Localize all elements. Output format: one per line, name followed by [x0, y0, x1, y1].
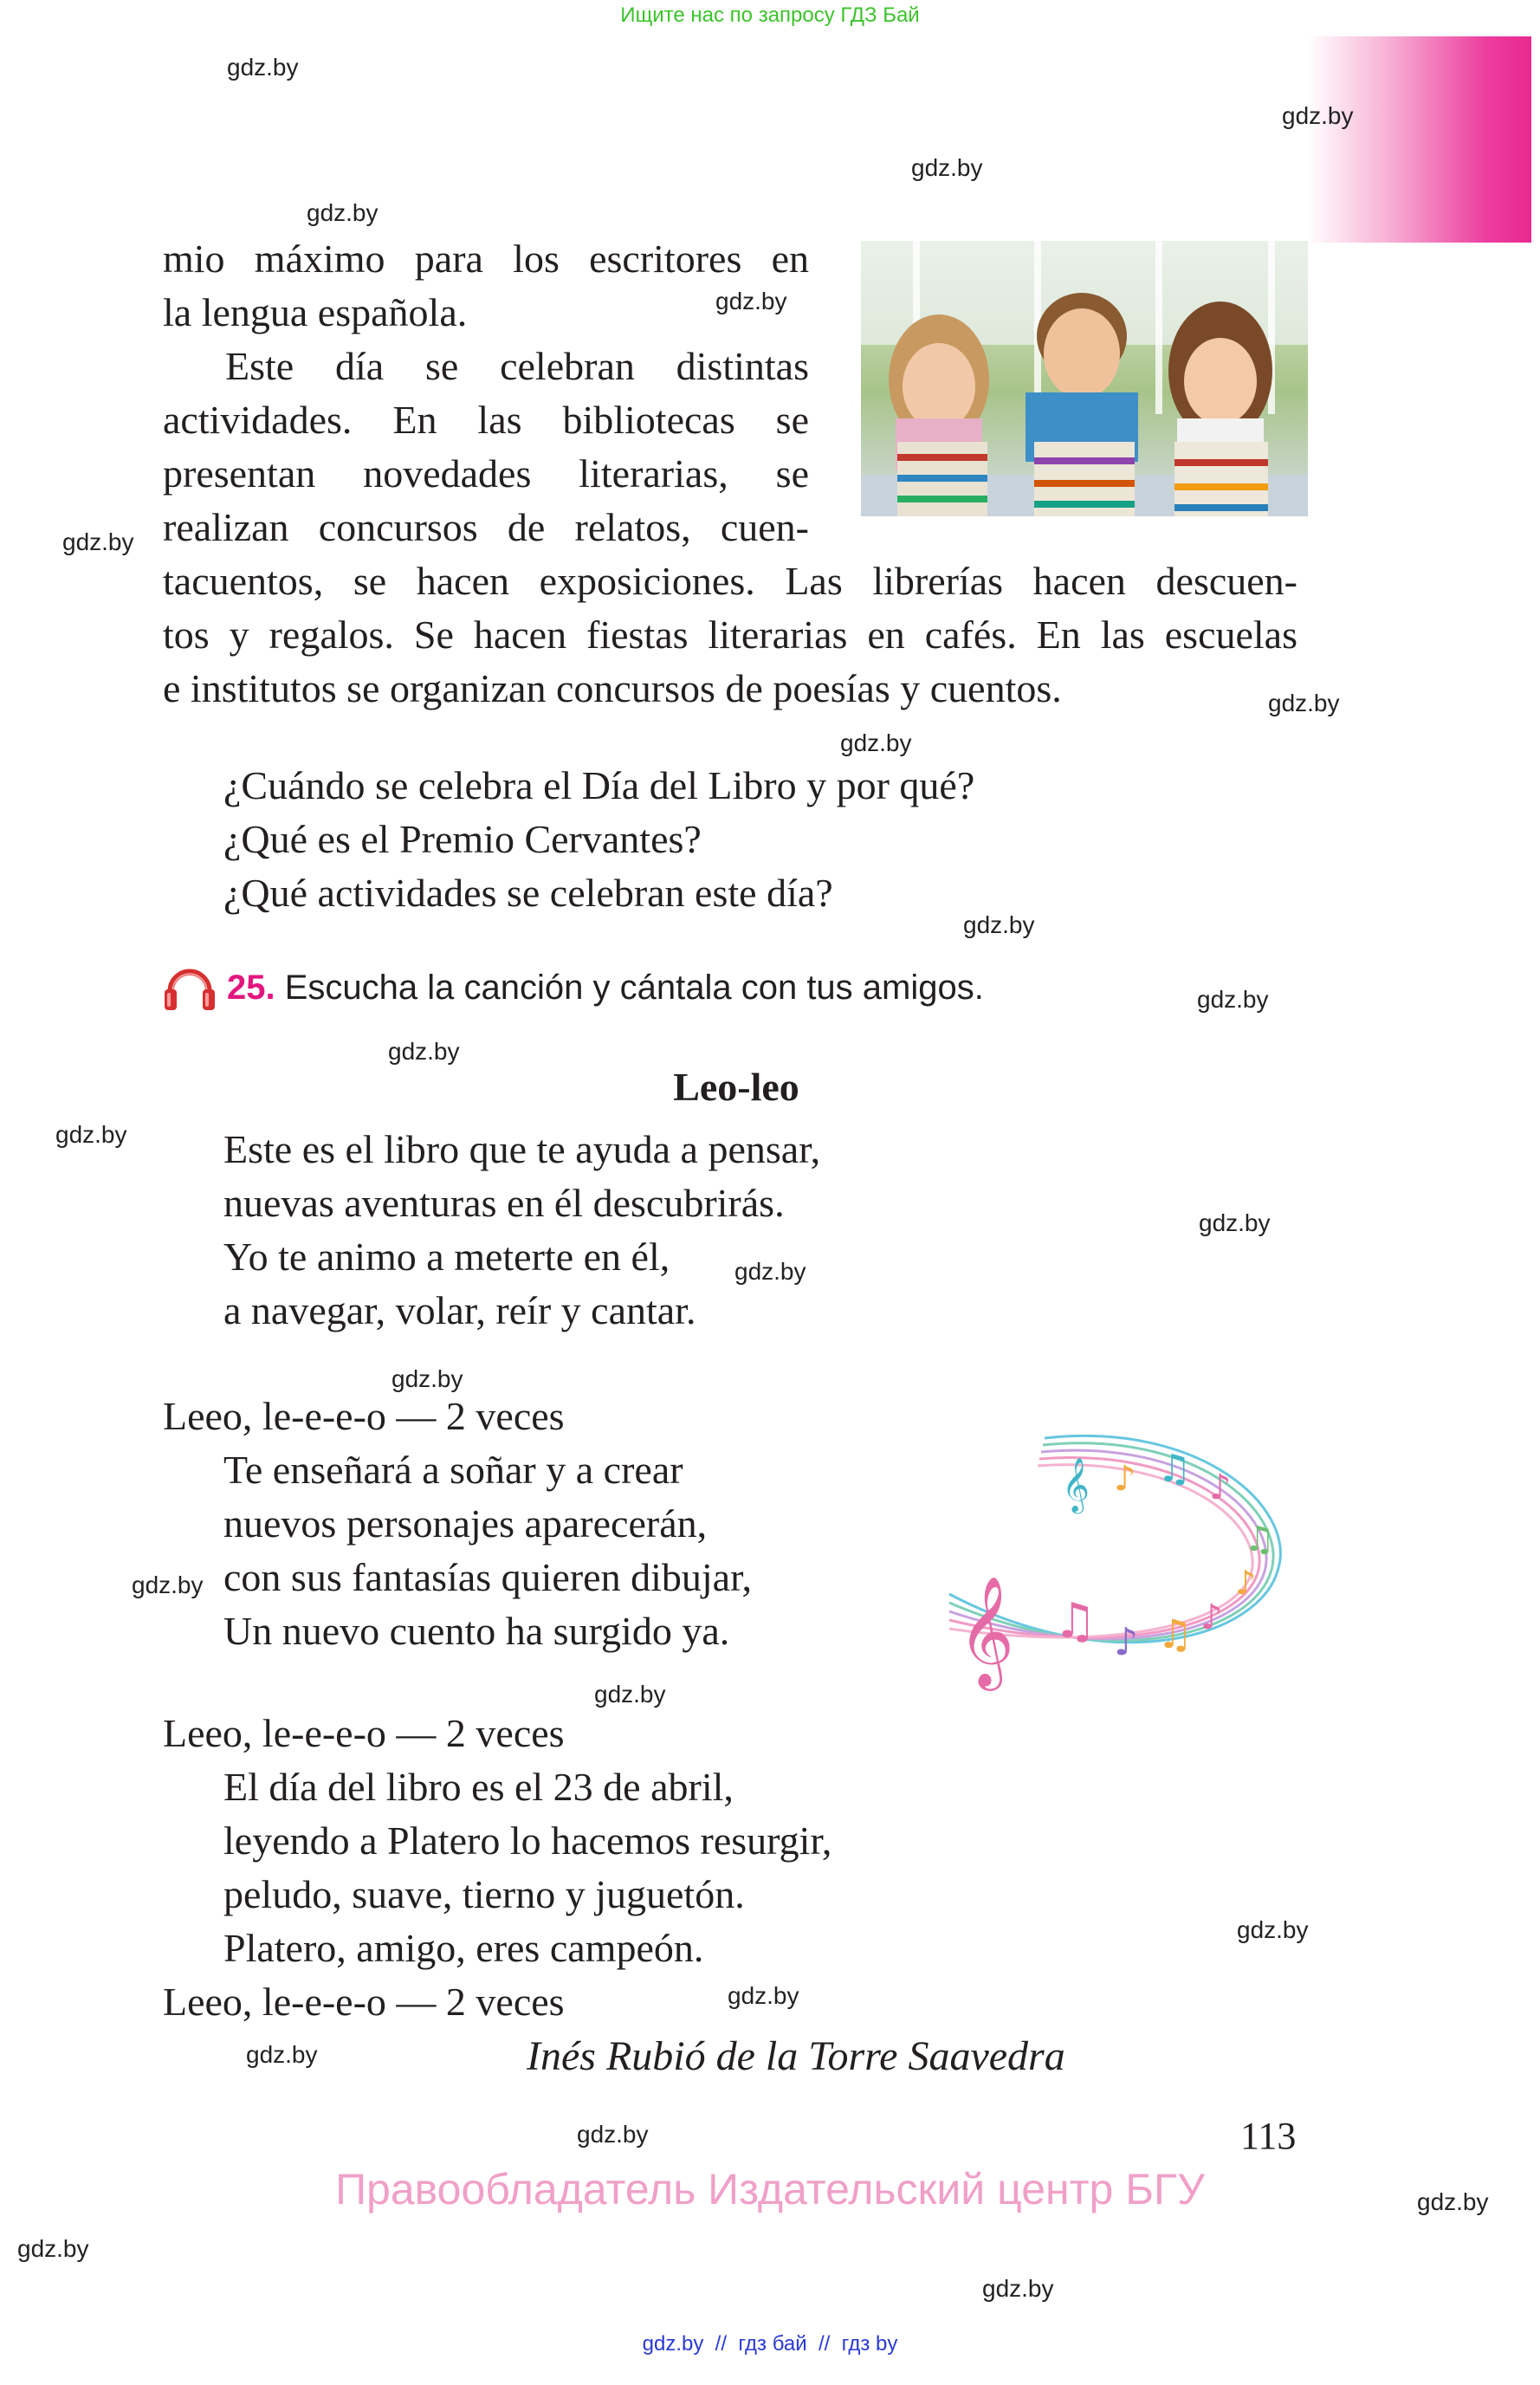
svg-text:♪: ♪: [1235, 1564, 1257, 1602]
watermark: gdz.by: [388, 1038, 460, 1065]
watermark: gdz.by: [840, 729, 912, 756]
paragraph-line: e institutos se organizan concursos de poesías y cuentos.: [163, 666, 1062, 710]
song-title: Leo-leo: [673, 1065, 799, 1109]
svg-text:♫: ♫: [1157, 1611, 1194, 1657]
exercise-instruction: [227, 969, 984, 1008]
question: ¿Qué es el Premio Cervantes?: [223, 817, 702, 861]
refrain: Leeo, le-e-e-o — 2 veces: [163, 1394, 565, 1438]
watermark: gdz.by: [132, 1572, 204, 1598]
verse-line: Este es el libro que te ayuda a pensar,: [223, 1127, 821, 1171]
watermark: gdz.by: [246, 2041, 318, 2068]
verse-line: nuevos personajes aparecerán,: [223, 1501, 708, 1546]
watermark: gdz.by: [1417, 2188, 1489, 2215]
refrain: Leeo, le-e-e-o — 2 veces: [163, 1980, 565, 2024]
verse-line: a navegar, volar, reír y cantar.: [223, 1288, 696, 1332]
verse-line: Un nuevo cuento ha surgido ya.: [223, 1609, 730, 1653]
paragraph-line: mio máximo para los escritores en: [163, 237, 809, 281]
top-banner: Ищите нас по запросу ГДЗ Бай: [620, 3, 920, 27]
paragraph-line: presentan novedades literarias, se: [163, 451, 809, 496]
svg-text:♫: ♫: [1244, 1520, 1275, 1559]
svg-text:𝄞: 𝄞: [958, 1575, 1015, 1686]
svg-text:♫: ♫: [1053, 1593, 1097, 1649]
svg-text:♫: ♫: [1157, 1447, 1192, 1491]
watermark: gdz.by: [734, 1258, 806, 1285]
watermark: gdz.by: [594, 1681, 666, 1708]
copyright-holder: Правообладатель Издательский центр БГУ: [335, 2165, 1205, 2213]
paragraph-line: tacuentos, se hacen exposiciones. Las librerías hacen descuen-: [163, 559, 1297, 603]
exercise-number: 25.: [227, 969, 275, 1007]
paragraph-line: realizan concursos de relatos, cuen-: [163, 505, 809, 549]
watermark: gdz.by: [391, 1365, 463, 1392]
svg-text:♪: ♪: [1209, 1468, 1232, 1507]
song-author: Inés Rubió de la Torre Saavedra: [527, 2033, 1065, 2079]
watermark: gdz.by: [17, 2235, 89, 2262]
watermark: gdz.by: [1237, 1916, 1309, 1943]
svg-text:♪: ♪: [1200, 1598, 1223, 1637]
paragraph-line: Este día se celebran distintas: [225, 344, 809, 388]
watermark: gdz.by: [227, 54, 299, 81]
verse-line: peludo, suave, tierno y juguetón.: [223, 1872, 745, 1916]
watermark: gdz.by: [1199, 1209, 1271, 1236]
paragraph-line: la lengua española.: [163, 290, 468, 334]
verse-line: Platero, amigo, eres campeón.: [223, 1926, 704, 1970]
verse-line: El día del libro es el 23 de abril,: [223, 1765, 734, 1809]
svg-text:𝄞: 𝄞: [1062, 1457, 1090, 1512]
watermark: gdz.by: [307, 199, 379, 226]
exercise-text: Escucha la canción y cántala con tus amigos.: [284, 969, 984, 1007]
watermark: gdz.by: [911, 154, 983, 181]
watermark: gdz.by: [1268, 690, 1340, 716]
watermark: gdz.by: [1197, 986, 1269, 1013]
verse-line: Yo te animo a meterte en él,: [223, 1235, 670, 1279]
watermark: gdz.by: [982, 2275, 1054, 2302]
music-notes-illustration: [941, 1421, 1310, 1733]
headphones-icon: [161, 958, 218, 1015]
refrain: Leeo, le-e-e-o — 2 veces: [163, 1711, 565, 1755]
watermark: gdz.by: [715, 288, 787, 314]
pink-corner-tab: [1308, 36, 1531, 243]
watermark: gdz.by: [728, 1982, 799, 2009]
question: ¿Cuándo se celebra el Día del Libro y por qué?: [223, 763, 975, 807]
watermark: gdz.by: [55, 1121, 127, 1148]
paragraph-line: tos y regalos. Se hacen fiestas literarias en cafés. En las escuelas: [163, 612, 1297, 657]
verse-line: nuevas aventuras en él descubrirás.: [223, 1181, 785, 1225]
verse-line: con sus fantasías quieren dibujar,: [223, 1555, 753, 1599]
watermark: gdz.by: [62, 528, 134, 555]
watermark: gdz.by: [1282, 102, 1354, 129]
svg-text:♪: ♪: [1114, 1459, 1136, 1499]
verse-line: leyendo a Platero lo hacemos resurgir,: [223, 1818, 832, 1863]
children-with-books-photo: [861, 241, 1308, 516]
watermark: gdz.by: [963, 911, 1035, 938]
verse-line: Te enseñará a soñar y a crear: [223, 1448, 683, 1492]
watermark: gdz.by: [577, 2121, 649, 2148]
svg-text:♪: ♪: [1114, 1620, 1139, 1664]
question: ¿Qué actividades se celebran este día?: [223, 871, 833, 915]
paragraph-line: actividades. En las bibliotecas se: [163, 398, 809, 442]
page-number: 113: [1240, 2115, 1297, 2157]
footer-links: gdz.by // гдз бай // гдз by: [642, 2332, 898, 2356]
